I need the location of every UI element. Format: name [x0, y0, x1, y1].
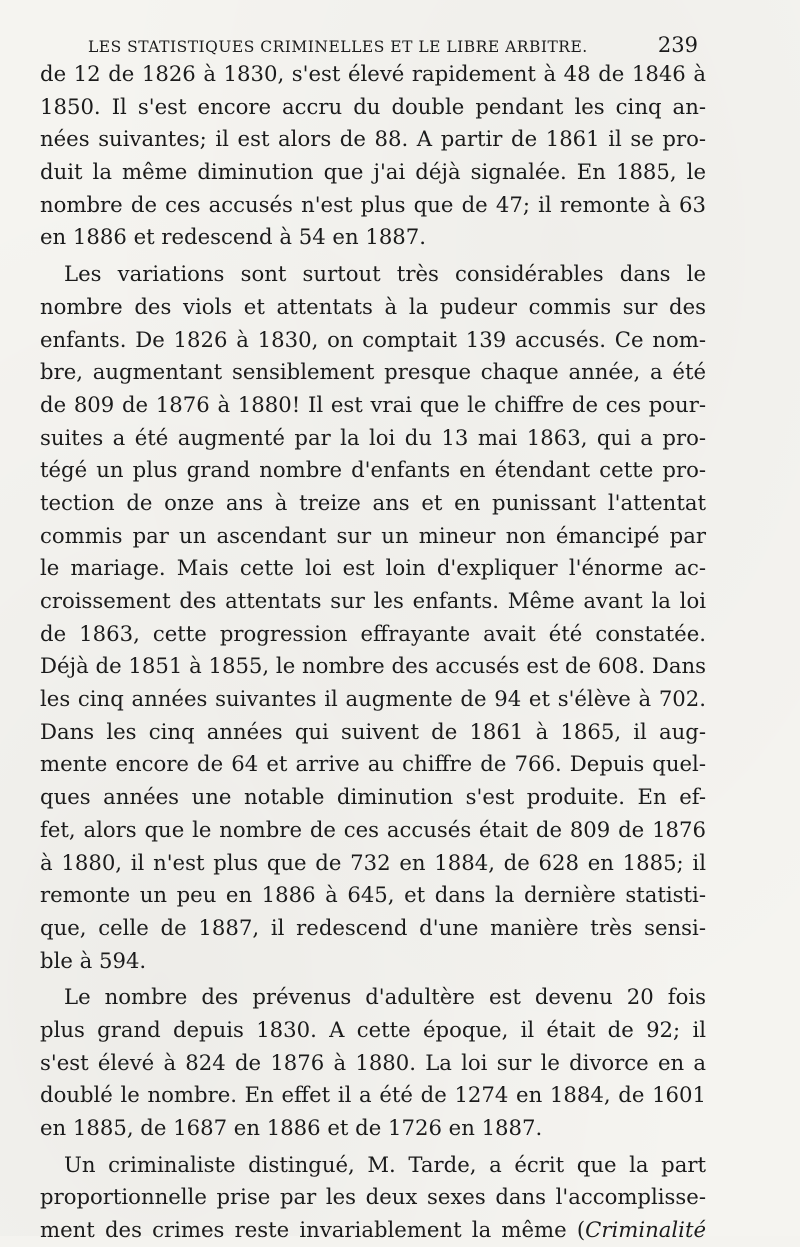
text-line: duit la même diminution que j'ai déjà signalée. En 1885, le [40, 159, 706, 185]
text-line: que, celle de 1887, il redescend d'une manière très sensi- [40, 914, 706, 940]
text-line: croissement des attentats sur les enfants. Même avant la loi [40, 588, 706, 613]
text-line: à 1880, il n'est plus que de 732 en 1884, de 628 en 1885; il [40, 849, 706, 875]
text-line-with-italic [40, 1214, 706, 1247]
text-line: de 12 de 1826 à 1830, s'est élevé rapidement à 48 de 1846 à [40, 61, 706, 86]
italic-citation: Criminalité [585, 1217, 706, 1243]
text-line: de 809 de 1876 à 1880! Il est vrai que le chiffre de ces pour- [40, 391, 706, 417]
text-line: s'est élevé à 824 de 1876 à 1880. La loi sur le divorce en a [40, 1049, 706, 1075]
text-line: Dans les cinq années qui suivent de 1861 à 1865, il aug- [40, 718, 706, 744]
text-line: ques années une notable diminution s'est produite. En ef- [40, 784, 706, 810]
text-line: Les variations sont surtout très considérables dans le [64, 261, 706, 287]
text-line: plus grand depuis 1830. A cette époque, il était de 92; il [40, 1016, 706, 1042]
paragraph-1 [40, 58, 706, 254]
text-line: Un criminaliste distingué, M. Tarde, a écrit que la part [64, 1151, 706, 1177]
body-text [40, 58, 706, 1247]
text-line: bre, augmentant sensiblement presque chaque année, a été [40, 359, 706, 385]
text-line: tégé un plus grand nombre d'enfants en étendant cette pro- [40, 457, 706, 483]
text-line: mente encore de 64 et arrive au chiffre de 766. Depuis quel- [40, 751, 706, 777]
text-line: remonte un peu en 1886 à 645, et dans la dernière statisti- [40, 882, 706, 908]
text-line: Déjà de 1851 à 1855, le nombre des accusés est de 608. Dans [40, 653, 706, 679]
paragraph-2 [40, 258, 706, 977]
text-line: 1850. Il s'est encore accru du double pendant les cinq an- [40, 93, 706, 119]
text-line: commis par un ascendant sur un mineur non émancipé par [40, 522, 706, 548]
text-line: nombre des viols et attentats à la pudeur commis sur des [40, 293, 706, 319]
text-line: nées suivantes; il est alors de 88. A partir de 1861 il se pro- [40, 126, 706, 152]
text-line: suites a été augmenté par la loi du 13 mai 1863, qui a pro- [40, 424, 706, 450]
text-line: en 1886 et redescend à 54 en 1887. [40, 224, 426, 250]
running-head [88, 33, 698, 57]
text-line: proportionnelle prise par les deux sexes dans l'accomplisse- [40, 1184, 706, 1210]
text-span: ment des crimes reste invariablement la même ( [40, 1217, 586, 1243]
text-line: tection de onze ans à treize ans et en punissant l'attentat [40, 489, 706, 515]
text-line: les cinq années suivantes il augmente de 94 et s'élève à 702. [40, 686, 706, 712]
text-line: doublé le nombre. En effet il a été de 1274 en 1884, de 1601 [40, 1082, 706, 1108]
text-line: enfants. De 1826 à 1830, on comptait 139 accusés. Ce nom- [40, 326, 706, 352]
paragraph-4 [40, 1149, 706, 1247]
running-title: LES STATISTIQUES CRIMINELLES ET LE LIBRE ARBITRE. [88, 38, 588, 56]
page-number: 239 [657, 33, 698, 57]
text-line: fet, alors que le nombre de ces accusés était de 809 de 1876 [40, 816, 706, 842]
text-line: de 1863, cette progression effrayante avait été constatée. [40, 620, 706, 646]
text-line: en 1885, de 1687 en 1886 et de 1726 en 1887. [40, 1115, 543, 1140]
paragraph-3 [40, 981, 706, 1144]
text-line: Le nombre des prévenus d'adultère est devenu 20 fois [64, 984, 706, 1010]
text-line: le mariage. Mais cette loi est loin d'expliquer l'énorme ac- [40, 555, 706, 581]
text-line: ble à 594. [40, 947, 147, 973]
text-line: nombre de ces accusés n'est plus que de 47; il remonte à 63 [40, 191, 706, 217]
